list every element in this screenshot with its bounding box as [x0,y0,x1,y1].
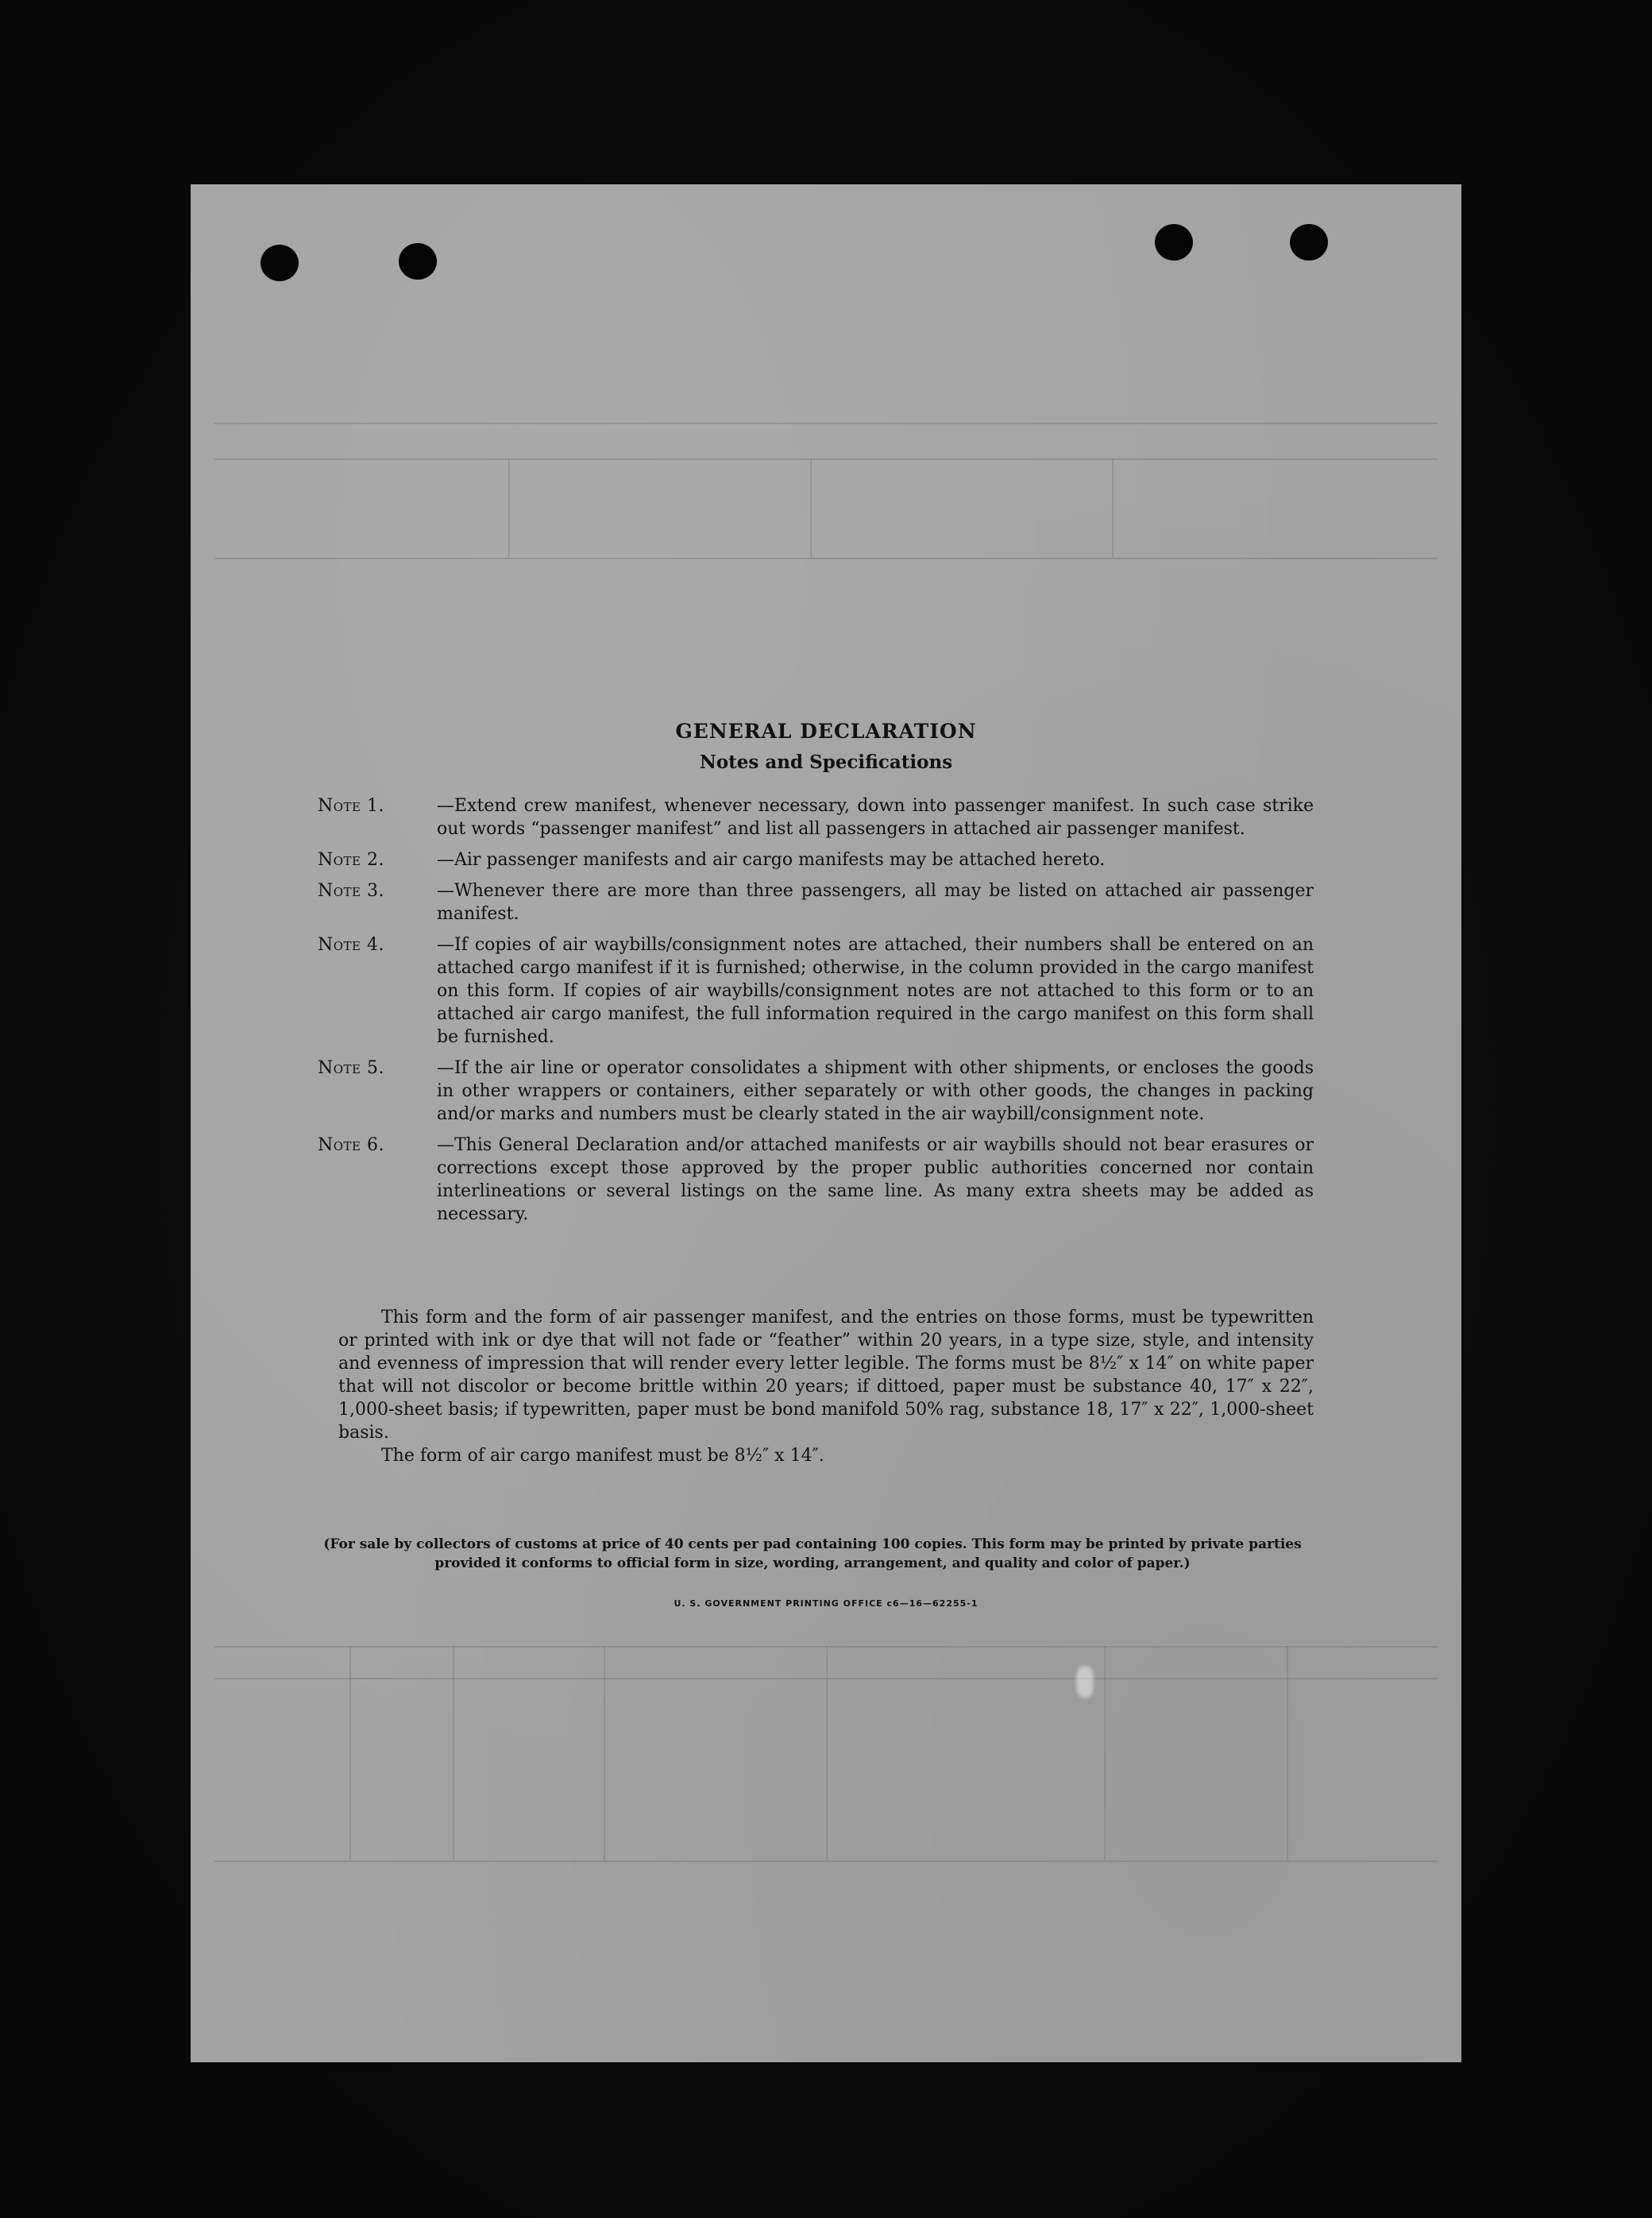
note-label: Note 4. [318,935,384,955]
note-text: —Whenever there are more than three passengers, all may be listed on attached air passenger manifest. [437,881,1314,924]
note-item [318,933,1314,1049]
specification-paragraph [338,1306,1314,1467]
note-text: —Air passenger manifests and air cargo manifests may be attached hereto. [437,850,1106,870]
page-subtitle: Notes and Specifications [699,752,953,773]
note-text: —If copies of air waybills/consignment notes are attached, their numbers shall be entered on an attached cargo manifest if it is furnished; otherwise, in the column provided in the cargo manifest on this form. If copies of air waybills/consignment notes are not attached to this form or to an attached air cargo manifest, the full information required in the cargo manifest on this form shall be furnished. [437,935,1314,1047]
note-text: —If the air line or operator consolidates a shipment with other shipments, or encloses the goods in other wrappers or containers, either separately or with other goods, the changes in packing and/or marks and numbers must be clearly stated in the air waybill/consignment note. [437,1058,1314,1124]
specification-text: This form and the form of air passenger manifest, and the entries on those forms, must be typewritten or printed with ink or dye that will not fade or “feather” within 20 years, in a type size, style, and intensity and evenness of impression that will render every letter legible. The forms must be 8½″ x 14″ on white paper that will not discolor or become brittle within 20 years; if dittoed, paper must be substance 40, 17″ x 22″, 1,000-sheet basis; if typewritten, paper must be bond manifold 50% rag, substance 18, 17″ x 22″, 1,000-sheet basis. [338,1308,1314,1443]
note-label: Note 3. [318,881,384,901]
note-label: Note 1. [318,796,384,816]
note-label: Note 5. [318,1058,384,1078]
note-item [318,794,1314,840]
page-title: GENERAL DECLARATION [675,720,977,743]
note-text: —This General Declaration and/or attached manifests or air waybills should not bear erasures or corrections except those approved by the proper public authorities concerned nor contain interlineations or several listings on the same line. As many extra sheets may be added as necessary. [437,1135,1314,1224]
notes-content [191,184,1461,2062]
note-text: —Extend crew manifest, whenever necessary, down into passenger manifest. In such case strike out words “passenger manifest” and list all passengers in attached air passenger manifest. [437,796,1314,839]
note-item [318,879,1314,925]
note-item [318,848,1314,871]
note-item [318,1134,1314,1226]
document-page [191,184,1461,2062]
note-item [318,1057,1314,1126]
sale-note: (For sale by collectors of customs at price of 40 cents per pad containing 100 copies. This form may be printed by private parties provided it conforms to official form in size, wording, arrangement, and quality and color of paper.) [323,1536,1302,1571]
note-label: Note 2. [318,850,384,870]
cargo-size-text: The form of air cargo manifest must be 8½″ x 14″. [381,1446,824,1466]
note-label: Note 6. [318,1135,384,1155]
notes-list [318,794,1314,1234]
printer-imprint: U. S. GOVERNMENT PRINTING OFFICE c6—16—62255-1 [674,1598,978,1609]
